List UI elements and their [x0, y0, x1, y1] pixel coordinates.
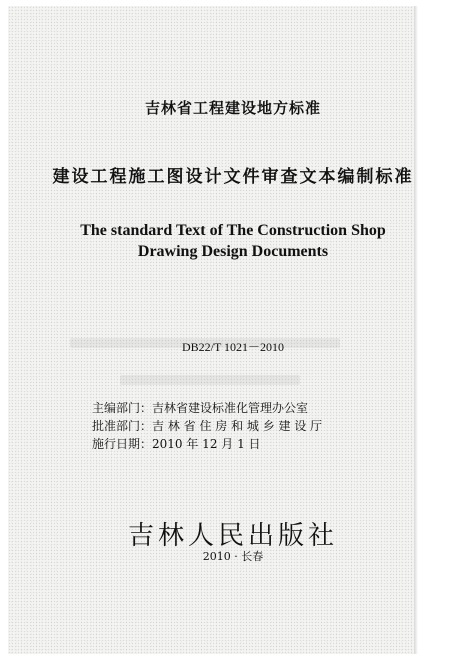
info-value: 2010 年 12 月 1 日 [152, 437, 261, 451]
document-title: 建设工程施工图设计文件审查文本编制标准 [52, 167, 414, 187]
info-label: 主编部门： [92, 401, 153, 415]
info-row-approver [92, 418, 322, 434]
english-title-line2: Drawing Design Documents [137, 243, 329, 260]
bleed-through-mark [120, 375, 300, 385]
info-label: 施行日期： [92, 437, 153, 451]
publication-year-place: 2010 · 长春 [202, 550, 264, 563]
publisher-name: 吉林人民出版社 [127, 521, 338, 551]
standard-code: DB22/T 1021－2010 [181, 340, 285, 354]
info-value: 吉林省建设标准化管理办公室 [152, 401, 309, 415]
english-title-line1: The standard Text of The Construction Shop [80, 222, 386, 239]
info-label: 批准部门： [92, 419, 153, 433]
info-row-effective-date [92, 436, 261, 452]
standard-name: 吉林省工程建设地方标准 [144, 99, 321, 117]
info-value: 吉 林 省 住 房 和 城 乡 建 设 厅 [152, 419, 323, 433]
info-row-editor [92, 400, 308, 416]
